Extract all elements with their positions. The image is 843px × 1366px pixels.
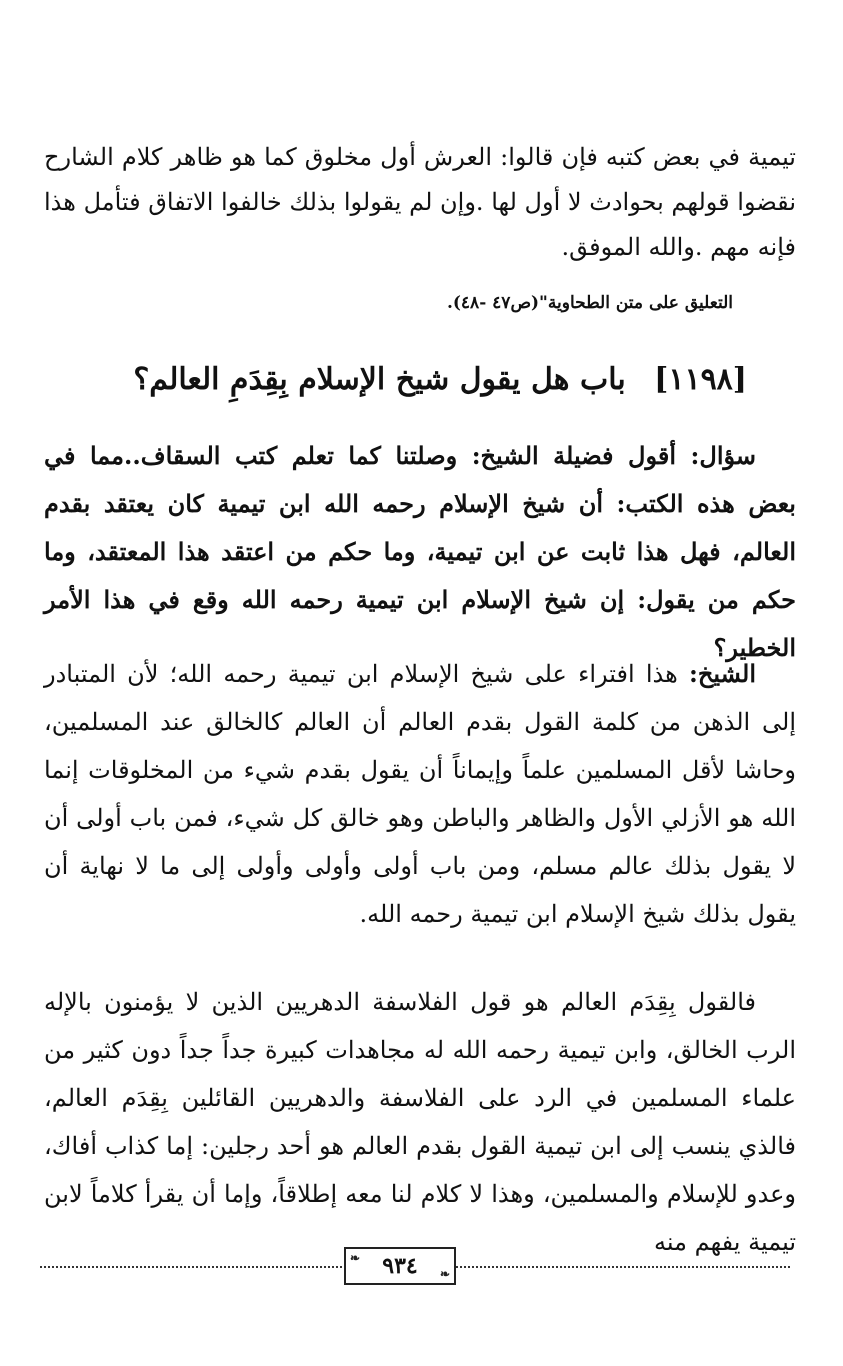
ornament-icon: ❧ — [439, 1267, 450, 1281]
question-paragraph — [44, 432, 796, 672]
section-title: باب هل يقول شيخ الإسلام بِقِدَمِ العالم؟ — [133, 362, 626, 397]
ornament-icon: ❧ — [350, 1251, 361, 1265]
section-number: [١١٩٨] — [654, 362, 747, 397]
section-heading — [133, 362, 747, 397]
question-label: سؤال: — [690, 441, 756, 470]
source-reference: التعليق على متن الطحاوية"(ص٤٧ -٤٨). — [446, 293, 733, 313]
page-number: ٩٣٤ — [382, 1253, 418, 1279]
body-paragraph: فالقول بِقِدَم العالم هو قول الفلاسفة الدهريين الذين لا يؤمنون بالإله الرب الخالق، وابن تيمية رحمه الله له مجاهدات كبيرة جداً جداً دون كثير من علماء المسلمين في الرد على الفلاسفة والدهريين القائلين بِقِدَم العالم، فالذي ينسب إلى ابن تيمية القول بقدم العالم هو أحد رجلين: إما كذاب أفاك، وعدو للإسلام والمسلمين، وهذا لا كلام لنا معه إطلاقاً، وإما أن يقرأ كلاماً لابن تيمية يفهم منه — [44, 988, 796, 1256]
answer-paragraph — [44, 650, 796, 938]
question-text: أقول فضيلة الشيخ: وصلتنا كما تعلم كتب السقاف..مما في بعض هذه الكتب: أن شيخ الإسلام رحمه الله ابن تيمية كان يعتقد بقدم العالم، فهل هذا ثابت عن ابن تيمية، وما حكم من اعتقد هذا المعتقد، وما حكم من يقول: إن شيخ الإسلام ابن تيمية رحمه الله وقع في هذا الأمر الخطير؟ — [44, 441, 796, 662]
paragraph-continuation: تيمية في بعض كتبه فإن قالوا: العرش أول مخلوق كما هو ظاهر كلام الشارح نقضوا قولهم بحوادث لا أول لها .وإن لم يقولوا بذلك خالفوا الاتفاق فتأمل هذا فإنه مهم .والله الموفق. — [44, 143, 796, 261]
answer-label: الشيخ: — [689, 659, 756, 688]
page-number-box — [344, 1247, 456, 1285]
answer-text: هذا افتراء على شيخ الإسلام ابن تيمية رحمه الله؛ لأن المتبادر إلى الذهن من كلمة القول بقدم العالم أن العالم كالخالق عند المسلمين، وحاشا لأقل المسلمين علماً وإيماناً أن يقول بقدم شيء من المخلوقات إنما الله هو الأزلي الأول والظاهر والباطن وهو خالق كل شيء، فمن باب أولى أن لا يقول بذلك عالم مسلم، ومن باب أولى وأولى وأولى إلى ما لا نهاية أن يقول بذلك شيخ الإسلام ابن تيمية رحمه الله. — [44, 660, 797, 928]
